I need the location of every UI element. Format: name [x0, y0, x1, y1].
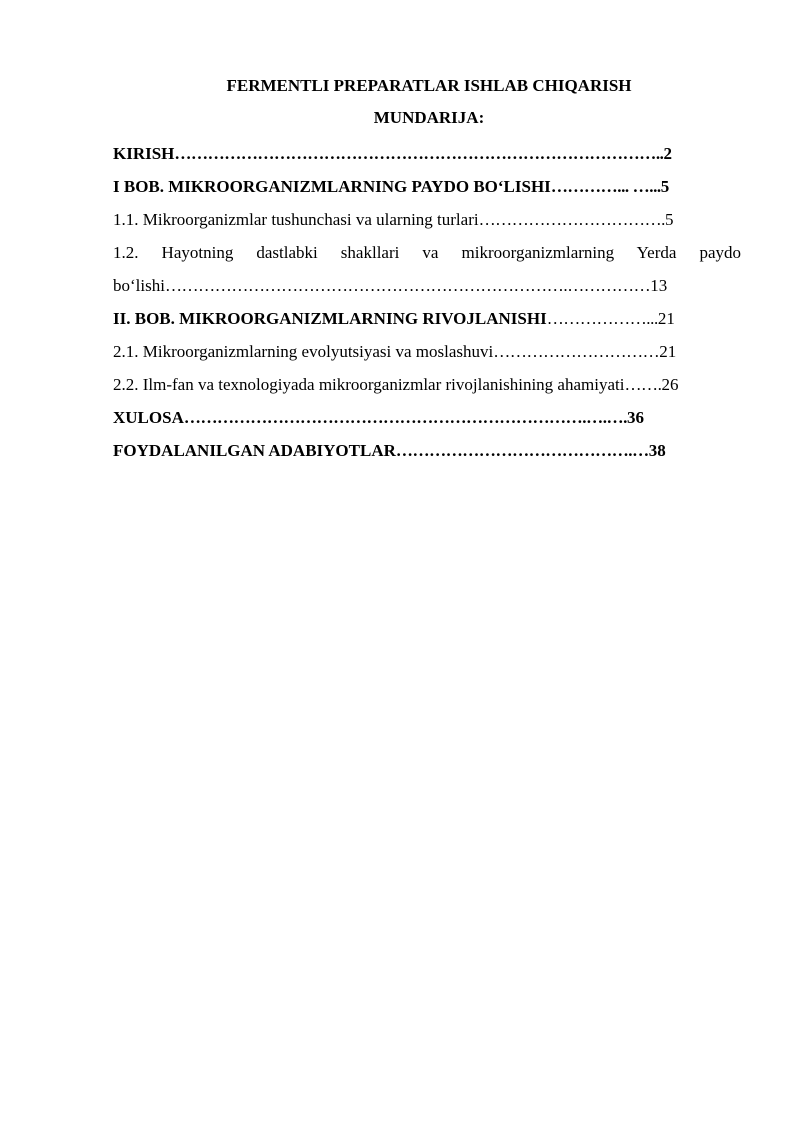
toc-leader: ………………………… — [493, 342, 660, 361]
toc-leader: …………... …... — [550, 177, 661, 196]
toc-page-number: 2 — [663, 144, 673, 163]
toc-entry-text: 2.2. Ilm-fan va texnologiyada mikroorganizmlar rivojlanishining ahamiyati — [113, 375, 625, 394]
toc-entry-chapter-1 — [113, 175, 741, 208]
toc-leader: ……. — [624, 375, 662, 394]
toc-page-number: 36 — [627, 408, 645, 427]
toc-leader: ……………………………………………………………….…………… — [164, 276, 651, 295]
toc-page-number: 13 — [650, 276, 668, 295]
toc-page-number: 21 — [657, 309, 675, 328]
toc-page-number: 21 — [659, 342, 677, 361]
toc-entry-introduction — [113, 142, 741, 175]
toc-entry-text: FOYDALANILGAN ADABIYOTLAR — [113, 441, 396, 460]
toc-leader: ………………... — [546, 309, 658, 328]
toc-entry-conclusion — [113, 406, 741, 439]
toc-entry-chapter-2 — [113, 307, 741, 340]
toc-entry-text: 2.1. Mikroorganizmlarning evolyutsiyasi va moslashuvi — [113, 342, 494, 361]
toc-entry-text: XULOSA — [113, 408, 184, 427]
toc-leader: ……………………………………………………………….….…. — [183, 408, 628, 427]
toc-entry-1-1 — [113, 208, 741, 241]
toc-entry-text: KIRISH — [113, 144, 175, 163]
toc-entry-text: 1.1. Mikroorganizmlar tushunchasi va ularning turlari — [113, 210, 479, 229]
toc-entry-2-1 — [113, 340, 741, 373]
toc-entry-text: II. BOB. MIKROORGANIZMLARNING RIVOJLANISHI — [113, 309, 547, 328]
toc-page-number: 5 — [660, 177, 670, 196]
document-title: FERMENTLI PREPARATLAR ISHLAB CHIQARISH — [226, 76, 632, 95]
toc-entry-references — [113, 439, 741, 472]
table-of-contents — [113, 142, 741, 472]
toc-entry-1-2-line-1 — [113, 241, 741, 274]
toc-page-number: 5 — [665, 210, 674, 229]
toc-leader: ……………………………. — [478, 210, 666, 229]
toc-leader: …………………………………….… — [395, 441, 649, 460]
toc-page-number: 38 — [648, 441, 666, 460]
toc-entry-1-2-line-2 — [113, 274, 741, 307]
toc-entry-2-2 — [113, 373, 741, 406]
contents-heading: MUNDARIJA: — [373, 108, 485, 127]
toc-entry-text: 1.2. Hayotning dastlabki shakllari va mikroorganizmlarning Yerda paydo — [113, 243, 741, 262]
toc-page-number: 26 — [661, 375, 679, 394]
toc-entry-text: I BOB. MIKROORGANIZMLARNING PAYDO BO‘LISHI — [113, 177, 551, 196]
toc-entry-text: bo‘lishi — [113, 276, 165, 295]
toc-leader: …………………………………………………………………………….. — [174, 144, 664, 163]
